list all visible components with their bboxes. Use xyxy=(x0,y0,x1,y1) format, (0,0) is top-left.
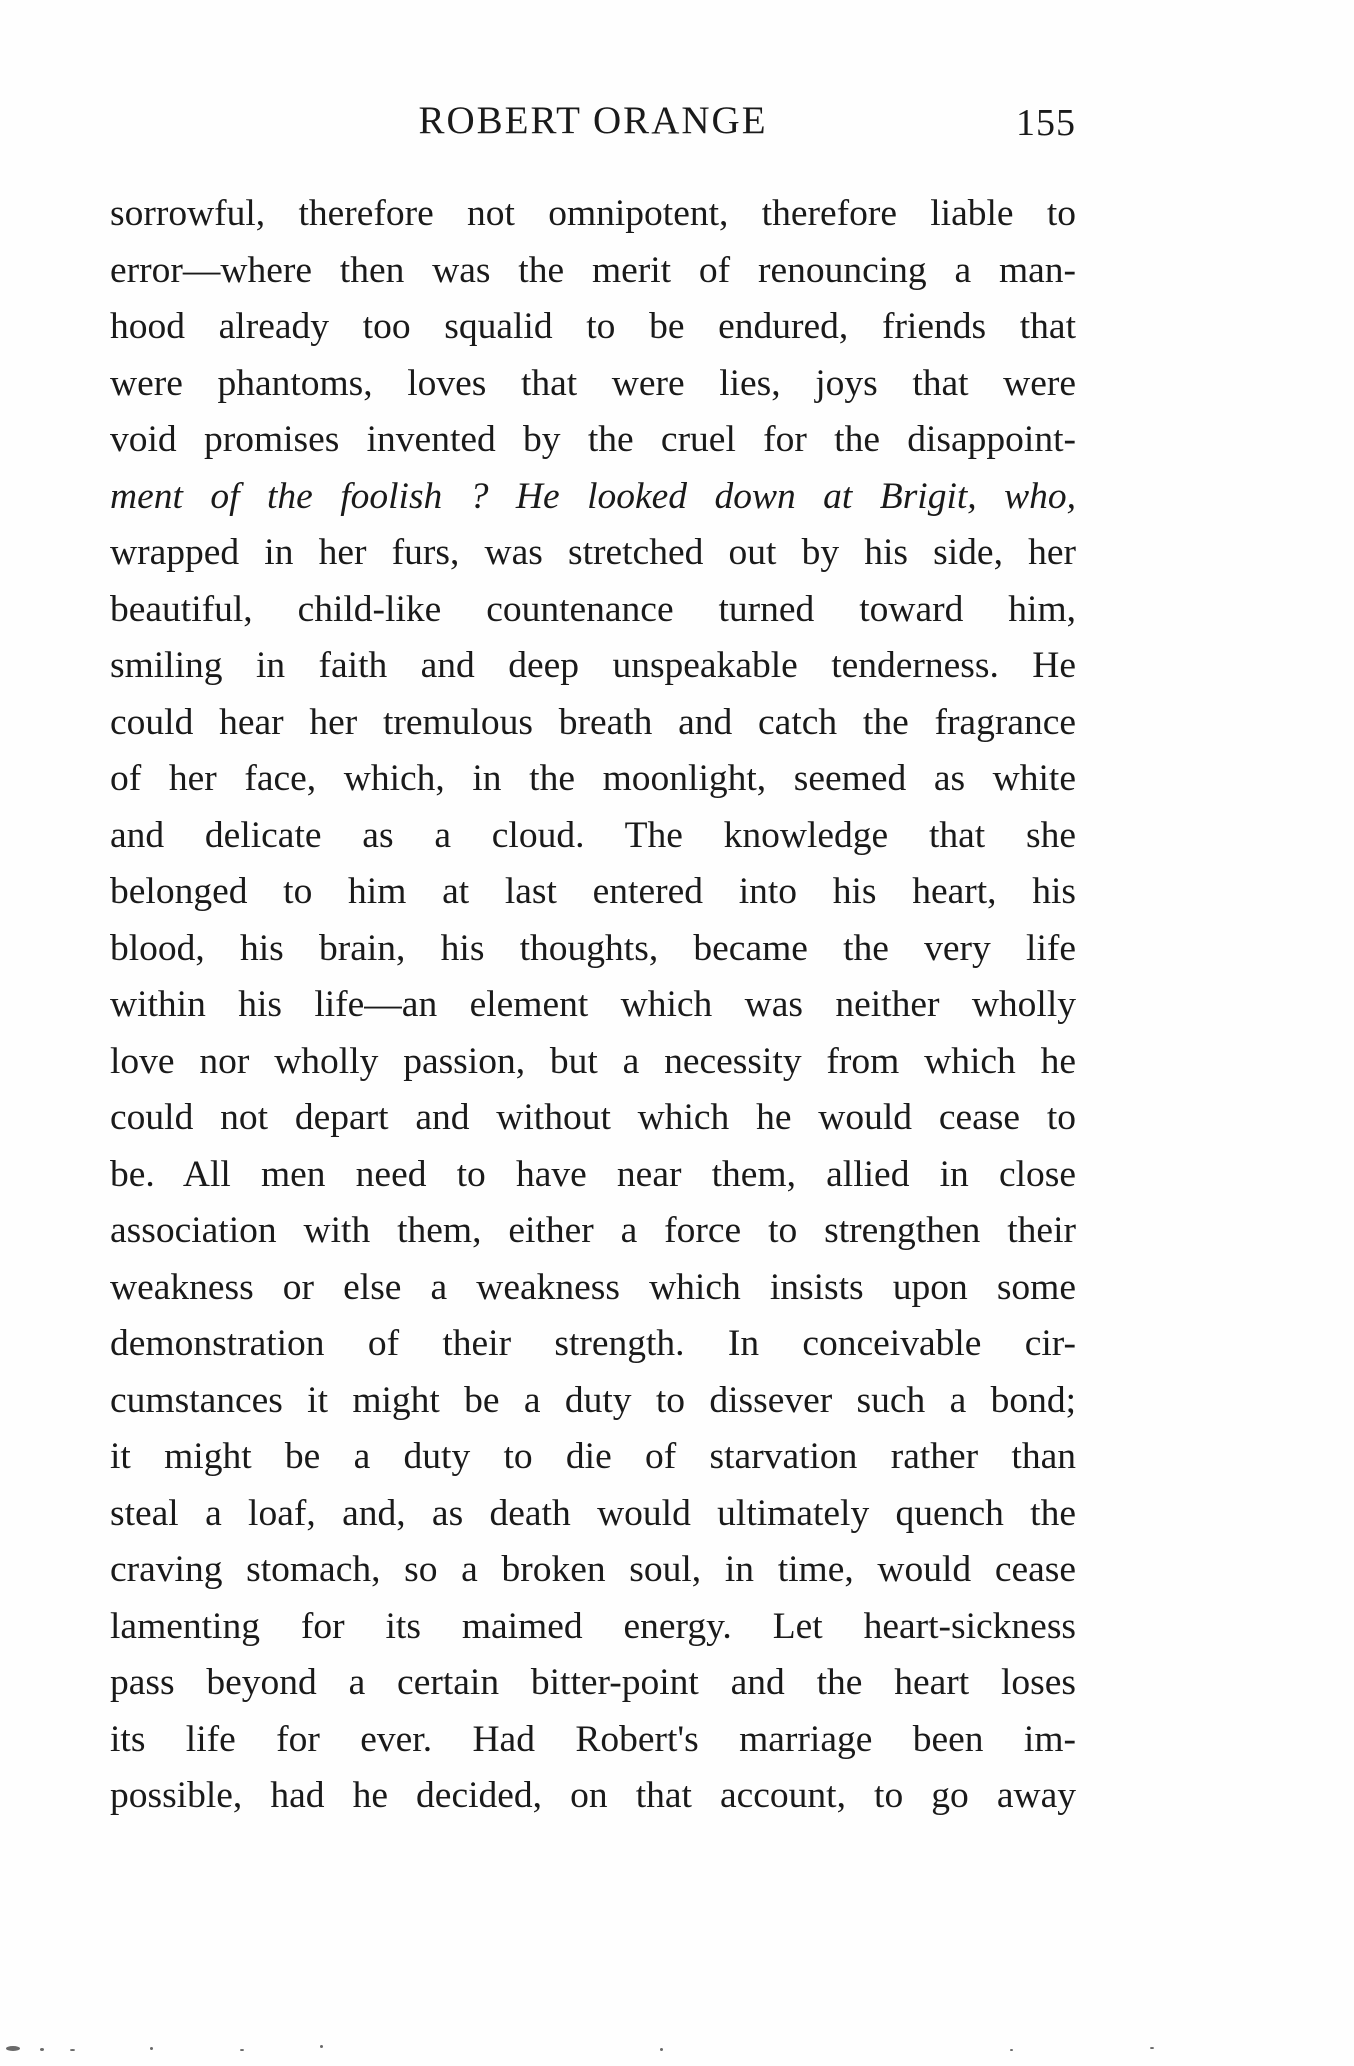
text-line: beautiful, child-like countenance turned toward him, xyxy=(110,588,1076,630)
text-line: and delicate as a cloud. The knowledge that she xyxy=(110,814,1076,856)
scan-speck xyxy=(40,2048,44,2051)
scan-speck xyxy=(70,2049,75,2051)
scan-speck xyxy=(320,2045,323,2048)
text-line: weakness or else a weakness which insists upon some xyxy=(110,1266,1076,1308)
text-line: be. All men need to have near them, allied in close xyxy=(110,1153,1076,1195)
page-number: 155 xyxy=(1016,102,1076,144)
scan-speck xyxy=(150,2047,153,2050)
text-line: hood already too squalid to be endured, friends that xyxy=(110,306,1076,347)
text-line: void promises invented by the cruel for the disappoint- xyxy=(110,419,1076,460)
text-line: its life for ever. Had Robert's marriage been im- xyxy=(110,1718,1076,1760)
text-line: steal a loaf, and, as death would ultimately quench the xyxy=(110,1492,1076,1534)
text-line: error—where then was the merit of renouncing a man- xyxy=(110,249,1076,291)
text-line: it might be a duty to die of starvation rather than xyxy=(110,1436,1076,1477)
text-line: love nor wholly passion, but a necessity from which he xyxy=(110,1040,1076,1082)
text-line: blood, his brain, his thoughts, became the very life xyxy=(110,927,1076,969)
text-line: association with them, either a force to strengthen their xyxy=(110,1210,1076,1251)
text-line: cumstances it might be a duty to dissever such a bond; xyxy=(110,1379,1076,1421)
scan-speck xyxy=(240,2049,244,2051)
running-title: ROBERT ORANGE xyxy=(418,99,768,142)
text-line: pass beyond a certain bitter-point and the heart loses xyxy=(110,1662,1076,1703)
scan-speck xyxy=(1010,2049,1013,2051)
text-line: craving stomach, so a broken soul, in time, would cease xyxy=(110,1549,1076,1590)
text-line-italic: ment of the foolish ? He looked down at Brigit, who, xyxy=(110,475,1076,517)
scan-speck xyxy=(660,2048,663,2051)
scan-specks xyxy=(0,2040,1354,2060)
text-line: smiling in faith and deep unspeakable tenderness. He xyxy=(110,645,1076,686)
text-line: were phantoms, loves that were lies, joys that were xyxy=(110,362,1076,404)
body-text xyxy=(110,186,1076,1825)
scan-speck xyxy=(6,2046,20,2051)
text-line: demonstration of their strength. In conceivable cir- xyxy=(110,1323,1076,1364)
text-line: possible, had he decided, on that account, to go away xyxy=(110,1775,1076,1816)
text-line: could hear her tremulous breath and catch the fragrance xyxy=(110,701,1076,743)
scan-speck xyxy=(1150,2047,1154,2049)
page-header xyxy=(110,96,1076,146)
text-line: could not depart and without which he would cease to xyxy=(110,1097,1076,1138)
text-line: lamenting for its maimed energy. Let heart-sickness xyxy=(110,1605,1076,1647)
text-line: belonged to him at last entered into his heart, his xyxy=(110,871,1076,912)
text-line: within his life—an element which was neither wholly xyxy=(110,984,1076,1025)
text-line: of her face, which, in the moonlight, seemed as white xyxy=(110,758,1076,799)
text-line: wrapped in her furs, was stretched out by his side, her xyxy=(110,532,1076,573)
text-line: sorrowful, therefore not omnipotent, therefore liable to xyxy=(110,193,1076,234)
